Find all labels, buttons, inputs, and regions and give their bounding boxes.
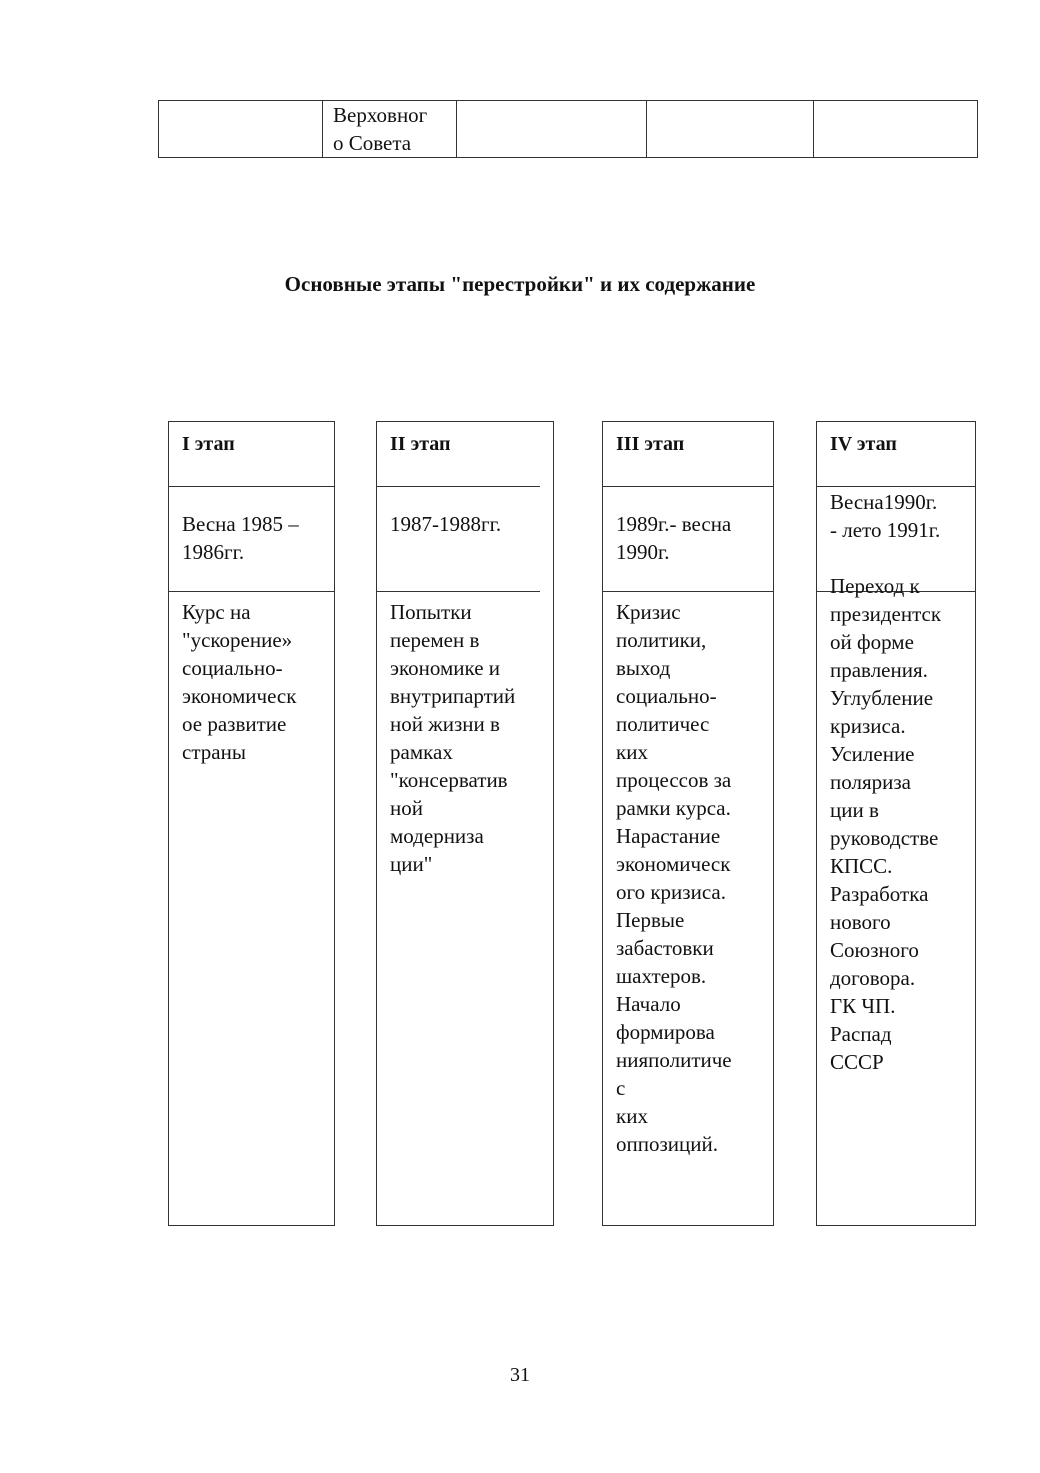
stage-content: Кризис политики, выход социально- политичес ких процессов за рамки курса. Нарастание экономическ ого кризиса. Первые забастовки шахтеров. Начало формирова нияполитиче с ких оппозиций. (616, 600, 732, 1156)
stage-column-2 (376, 421, 554, 1226)
section-title: Основные этапы "перестройки" и их содержание (284, 272, 756, 296)
table-cell (457, 101, 647, 158)
divider (817, 486, 975, 487)
stage-header: II этап (390, 433, 451, 455)
divider (377, 486, 540, 487)
stage-content: Курс на "ускорение» социально- экономическ ое развитие страны (182, 600, 297, 764)
divider (169, 591, 334, 592)
continued-table (158, 100, 978, 158)
stage-header: IV этап (830, 433, 897, 455)
stage-period: 1987-1988гг. (390, 512, 502, 536)
stage-column-3 (602, 421, 774, 1226)
table-cell (647, 101, 814, 158)
stage-column-1 (168, 421, 335, 1226)
table-cell (159, 101, 323, 158)
table-row (159, 101, 978, 158)
table-cell: Верховног о Совета (323, 101, 457, 158)
stage-period: Весна 1985 – 1986гг. (182, 512, 299, 564)
divider (377, 591, 540, 592)
divider (169, 486, 334, 487)
page-number: 31 (510, 1364, 530, 1386)
table-cell (814, 101, 978, 158)
divider (603, 591, 773, 592)
stage-column-4 (816, 421, 976, 1226)
stage-header: I этап (182, 433, 235, 455)
stage-header: III этап (616, 433, 685, 455)
stage-period: Весна1990г. - лето 1991г. (830, 490, 941, 542)
stage-content: Переход к президентск ой форме правления. Углубление кризиса. Усиление поляриза ции в руководстве КПСС. Разработка нового Союзного договора. ГК ЧП. Распад СССР (830, 574, 942, 1074)
stage-period: 1989г.- весна 1990г. (616, 512, 732, 564)
divider (603, 486, 773, 487)
stage-content: Попытки перемен в экономике и внутрипартий ной жизни в рамках "консерватив ной модерниза ции" (390, 600, 516, 876)
